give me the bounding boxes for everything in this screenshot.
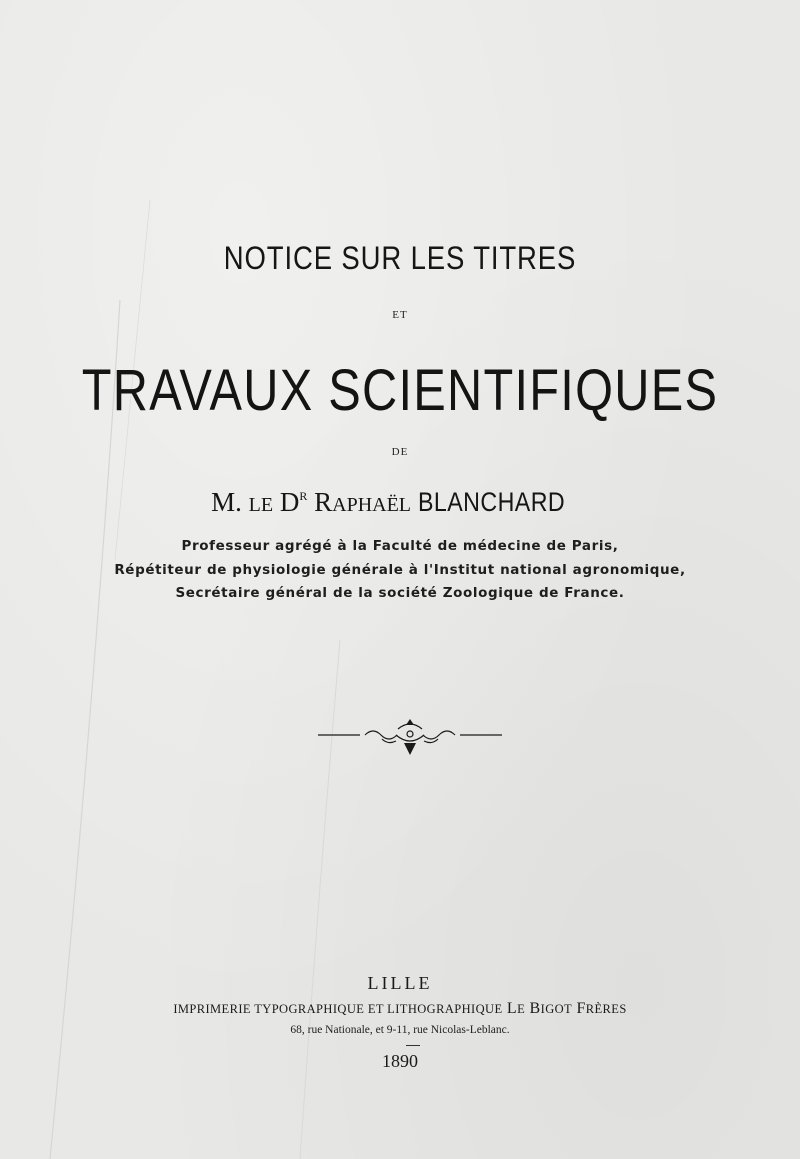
author-surname: BLANCHARD [417,487,565,517]
printer-name-initial-l: L [506,1000,518,1017]
divider-rule [406,1045,420,1046]
author-line [0,487,800,518]
title-line-1: NOTICE SUR LES TITRES [223,240,577,276]
imprint-address: 68, rue Nationale, et 9-11, rue Nicolas-Leblanc. [290,1024,510,1036]
author-first-rest: APHAËL [332,494,412,516]
fleuron-ornament-icon [310,715,510,765]
conjunction-et: ET [392,309,408,321]
printer-name-initial-f: F [572,1000,586,1017]
printer-name-part-3: RÈRES [585,1002,627,1016]
printer-main: IMPRIMERIE TYPOGRAPHIQUE ET LITHOGRAPHIQUE [173,1002,503,1016]
printer-name-initial-b: B [525,1000,541,1017]
imprint-printer [0,1000,800,1018]
qualification-1: Professeur agrégé à la Faculté de médecine de Paris, [181,538,619,554]
author-le: LE [248,494,274,516]
qualification-3: Secrétaire général de la société Zoologique de France. [175,585,625,601]
author-dr: D [279,487,300,517]
author-first-initial: R [314,487,333,517]
author-prefix: M. [211,487,242,517]
title-line-2: TRAVAUX SCIENTIFIQUES [81,358,719,423]
imprint-year: 1890 [382,1051,418,1071]
qualification-2: Répétiteur de physiologie générale à l'Institut national agronomique, [114,562,686,578]
imprint-city: LILLE [367,973,433,993]
printer-name [507,1000,627,1017]
printer-name-part-1: E [517,1002,526,1016]
author-dr-superscript: R [299,489,308,503]
printer-name-part-2: IGOT [540,1002,573,1016]
preposition-de: DE [391,446,409,458]
